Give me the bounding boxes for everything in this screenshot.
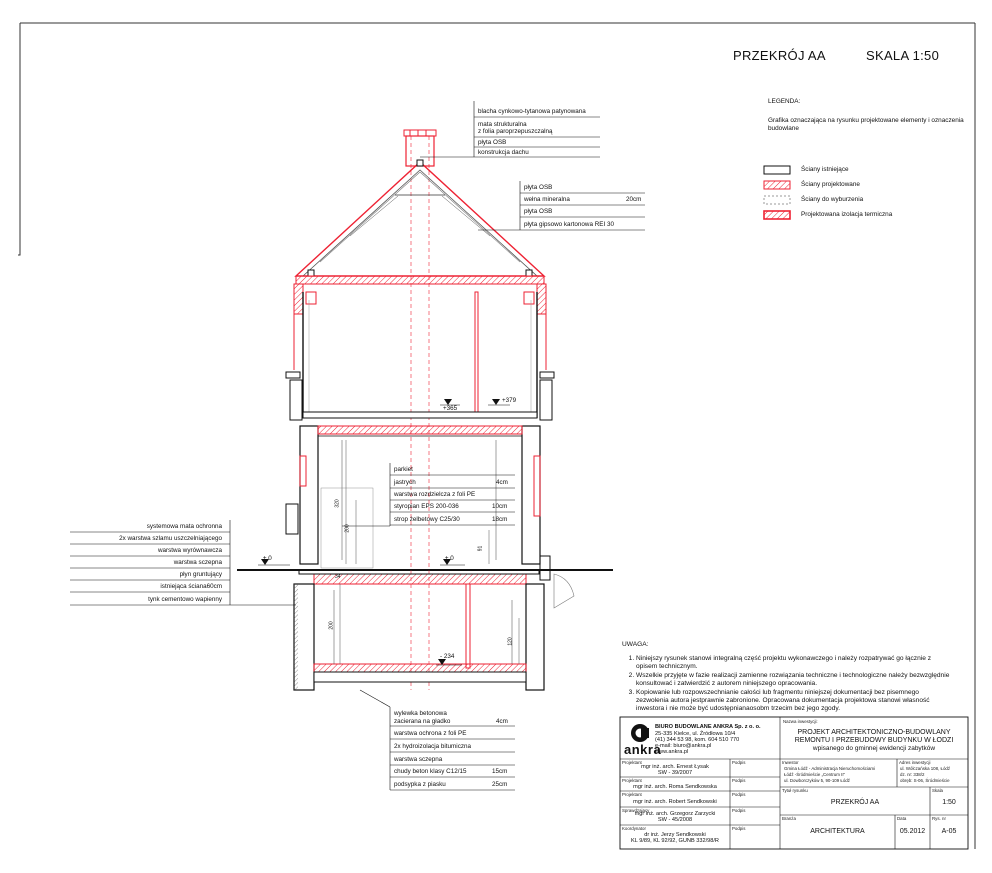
roof-layer: z folia paroprzepuszczalną [478, 128, 553, 135]
wall-layer: 2x warstwa szlamu uszczelniającego [119, 535, 222, 542]
floor-layer-thickness: 18cm [492, 516, 508, 523]
floor-layer: parkiet [394, 466, 413, 473]
wall-layer: warstwa wyrównawcza [157, 547, 222, 554]
layer-underlines [70, 117, 645, 790]
level-label: +379 [502, 397, 517, 404]
attic-layer: płyta gipsowo kartonowa REI 30 [524, 221, 614, 228]
company-address: 25-335 Kielce, ul. Źródłowa 10/4 [655, 731, 736, 737]
company-phone: (41) 344 53 98, kom. 604 510 770 [655, 737, 740, 743]
wall-layer: płyn gruntujący [179, 571, 222, 578]
ground-floor-slab [314, 574, 526, 584]
project-name-2: REMONTU I PRZEBUDOWY BUDYNKU W ŁODZI [794, 737, 954, 744]
floor-layer: warstwa rozdzielcza z foli PE [394, 491, 476, 498]
role-name: mgr inż. arch. Roma Sendkowska [633, 784, 717, 790]
legend-item: Ściany do wyburzenia [801, 196, 864, 203]
leader-lines [230, 101, 520, 790]
investor-line: Łódź -Śródmieście „Centrum II” [784, 772, 845, 777]
basement [294, 574, 574, 690]
roof-layer: płyta OSB [478, 139, 507, 146]
role-label: Sprawdzający [622, 808, 650, 813]
address-line: dz. nr: 338/2 [900, 772, 925, 777]
notes-block [622, 641, 952, 714]
dimension-label: 200 [328, 621, 335, 630]
level-label: +365 [443, 405, 458, 412]
address-line: obręb: S-06, Śródmieście [900, 778, 950, 783]
base-layer-thickness: 4cm [496, 718, 508, 725]
floor-layer: styropian EPS 200-036 [394, 503, 459, 510]
dimension-label: 91 [477, 545, 484, 552]
role-label: Projektant [622, 760, 642, 765]
sheet-number: A-05 [941, 828, 957, 835]
roof-layer: mata strukturalna [478, 121, 527, 128]
dimension-label: 200 [344, 524, 351, 533]
ankra-logo-text: ankra [624, 742, 662, 757]
role-name: mgr inż. arch. Ernest Łysak [641, 764, 709, 770]
company-name: BIURO BUDOWLANE ANKRA Sp. z o. o. [655, 724, 761, 730]
investor-line: Gmina Łódź - Administracja Nieruchomościami [784, 766, 876, 771]
date-value: 05.2012 [899, 828, 926, 835]
dimension-label: 120 [507, 637, 514, 646]
role-license: SW - 45/2008 [657, 817, 693, 823]
note-item: 1. Niniejszy rysunek stanowi integralną część projektu wykonawczego i należy rozpatrywać go łącznie z opisem technicznym. [636, 655, 952, 671]
scale-label: SKALA 1:50 [866, 48, 940, 63]
roof-layer: blacha cynkowo-tytanowa patynowana [478, 108, 586, 115]
wall-layer: warstwa sczepna [173, 559, 222, 566]
drawing-title: PRZEKRÓJ AA [830, 799, 880, 806]
base-layer: zacierana na gładko [394, 718, 451, 725]
roof-layer: konstrukcja dachu [478, 149, 529, 156]
attic-layer-thickness: 20cm [626, 196, 642, 203]
level-label: - 234 [440, 653, 455, 660]
role-license: SW - 39/2007 [657, 770, 693, 776]
signature-label: Podpis [732, 808, 746, 813]
sheet-border [18, 23, 20, 255]
floor-layer-thickness: 10cm [492, 503, 508, 510]
branch-label: Branża [782, 816, 796, 821]
note-item: 2. Wszelkie przyjęte w fazie realizacji zamienne rozwiązania techniczne i technologiczne należy bezwzględnie konsultować i zatwierdzić z autorem niniejszego opracowania. [636, 672, 952, 688]
base-layer: warstwa sczepna [394, 756, 443, 763]
address-label: Adres inwestycji [899, 760, 931, 765]
company-www: www.ankra.pl [655, 749, 689, 755]
role-label: Koordynator [622, 826, 646, 831]
date-label: Data [897, 816, 907, 821]
wall-layer: tynk cementowo wapienny [148, 596, 222, 603]
dimension-lines [340, 440, 519, 664]
legend-item: Ściany istniejące [801, 166, 849, 173]
floor-layer-thickness: 4cm [496, 479, 508, 486]
base-layer: chudy beton klasy C12/15 [394, 768, 467, 775]
role-label: Projektant [622, 778, 642, 783]
legend-swatches [764, 166, 790, 219]
attic-layer: wełna mineralna [524, 196, 570, 203]
project-name-3: wpisanego do gminnej ewidencji zabytków [812, 745, 936, 752]
signature-label: Podpis [732, 792, 746, 797]
roof [296, 160, 544, 284]
base-layer: podsypka z piasku [394, 781, 446, 788]
signature-label: Podpis [732, 826, 746, 831]
investor-label: Inwestor [782, 760, 799, 765]
dimension-label: 34 [335, 574, 341, 580]
floor-layer: jastrych [394, 479, 416, 486]
floor-layer: strop żelbetowy C25/30 [394, 516, 460, 523]
dimension-label: 320 [334, 499, 341, 508]
legend-item: Projektowana izolacja termiczna [801, 211, 893, 218]
notes-heading: UWAGA: [622, 641, 649, 648]
base-layer-thickness: 25cm [492, 781, 508, 788]
role-name: dr inż. Jerzy Sendkowski [644, 832, 706, 838]
drawing-title-label: Tytuł rysunku [782, 788, 808, 793]
legend-item: Ściany projektowane [801, 181, 860, 188]
attic-layer: płyta OSB [524, 208, 553, 215]
signature-label: Podpis [732, 778, 746, 783]
scale-box-label: Skala [932, 788, 943, 793]
role-license: KL 9/89, KL 92/92, GUNB 332/98/R [631, 838, 719, 844]
level-label: ± 0 [445, 555, 454, 562]
wall-layer: systemowa mata ochronna [146, 523, 222, 530]
investor-line: ul. Dowborczyków 5, 90-109 Łódź [784, 778, 850, 783]
legend-heading: LEGENDA: [768, 98, 801, 105]
role-name: mgr inż. arch. Grzegorz Zarzycki [634, 811, 716, 817]
chimney [404, 130, 436, 690]
base-layer: warstwa ochrona z foli PE [394, 730, 467, 737]
attic-layer: płyta OSB [524, 184, 553, 191]
base-layer-thickness: 15cm [492, 768, 508, 775]
project-label: Nazwa inwestycji: [783, 719, 818, 724]
role-name: mgr inż. arch. Robert Sendkowski [633, 799, 717, 805]
company-email: e-mail: biuro@ankra.pl [655, 743, 712, 749]
signature-label: Podpis [732, 760, 746, 765]
project-name-1: PROJEKT ARCHITEKTONICZNO-BUDOWLANY [797, 729, 951, 736]
branch-value: ARCHITEKTURA [810, 828, 865, 835]
wall-layer: istniejąca ściana60cm [160, 583, 222, 590]
address-line: ul. Wólczańska 108, Łódź [900, 766, 951, 771]
legend-description: Grafika oznaczająca na rysunku projektowane elementy i oznaczenia budowlane [768, 117, 964, 132]
level-label: ± 0 [263, 555, 272, 562]
base-layer: 2x hydroizolacja bitumiczna [394, 743, 471, 750]
ankra-logo-mark [631, 724, 649, 742]
note-item: 3. Kopiowanie lub rozpowszechnianie całości lub fragmentu niniejszej dokumentacji bez pisemnego zezwolenia autora jestprawnie zabronione. Opracowana dokumentacja projektowa stanowi własność inwestora i nie może być udostępnianaosobm trzecim bez jego zgody. [636, 689, 952, 713]
page-title: PRZEKRÓJ AA [733, 48, 826, 63]
base-layer: wylewka betonowa [394, 710, 447, 717]
sheet-number-label: Rys. nr [932, 816, 946, 821]
role-label: Projektant [622, 792, 642, 797]
scale-box-value: 1:50 [942, 799, 956, 806]
